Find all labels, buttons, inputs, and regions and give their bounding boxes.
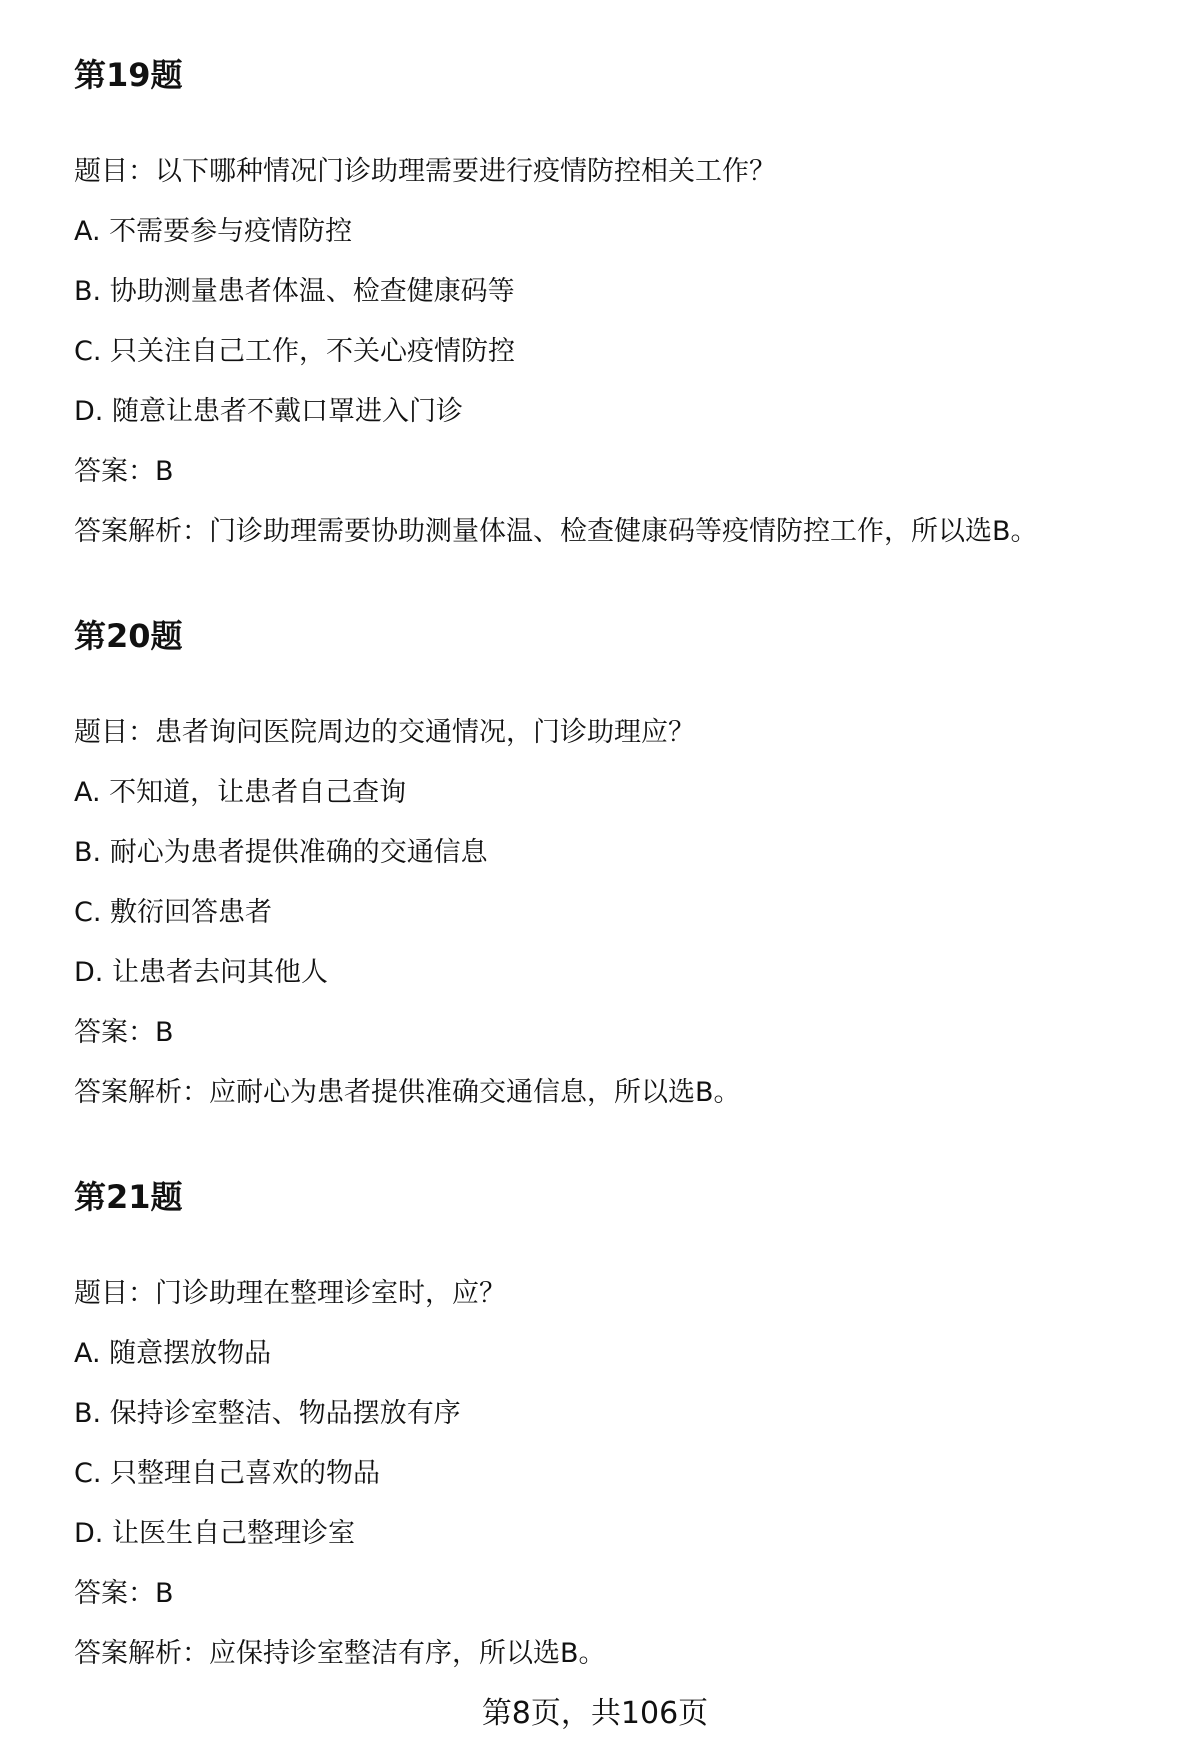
question-stem: 题目：患者询问医院周边的交通情况，门诊助理应？ — [74, 717, 695, 748]
answer-explanation: 答案解析：应耐心为患者提供准确交通信息，所以选B。 — [74, 1077, 741, 1108]
option-b: B. 协助测量患者体温、检查健康码等 — [74, 276, 515, 307]
option-b: B. 保持诊室整洁、物品摆放有序 — [74, 1398, 461, 1429]
option-a: A. 随意摆放物品 — [74, 1338, 272, 1369]
question-title: 第21题 — [74, 1178, 183, 1216]
option-c: C. 只整理自己喜欢的物品 — [74, 1458, 381, 1489]
answer-explanation: 答案解析：应保持诊室整洁有序，所以选B。 — [74, 1638, 606, 1669]
question-block — [74, 1177, 1154, 1669]
question-block — [74, 55, 1154, 547]
option-c: C. 只关注自己工作，不关心疫情防控 — [74, 336, 516, 367]
page-number: 第8页，共106页 — [481, 1696, 709, 1731]
question-block — [74, 616, 1154, 1108]
answer-explanation: 答案解析：门诊助理需要协助测量体温、检查健康码等疫情防控工作，所以选B。 — [74, 516, 1038, 547]
answer: 答案：B — [74, 1578, 174, 1609]
question-stem: 题目：以下哪种情况门诊助理需要进行疫情防控相关工作？ — [74, 156, 776, 187]
answer: 答案：B — [74, 456, 174, 487]
option-b: B. 耐心为患者提供准确的交通信息 — [74, 837, 488, 868]
option-c: C. 敷衍回答患者 — [74, 897, 273, 928]
question-title: 第19题 — [74, 56, 183, 94]
option-d: D. 随意让患者不戴口罩进入门诊 — [74, 396, 463, 427]
answer: 答案：B — [74, 1017, 174, 1048]
question-stem: 题目：门诊助理在整理诊室时，应？ — [74, 1278, 506, 1309]
option-a: A. 不需要参与疫情防控 — [74, 216, 353, 247]
option-a: A. 不知道，让患者自己查询 — [74, 777, 407, 808]
option-d: D. 让医生自己整理诊室 — [74, 1518, 355, 1549]
option-d: D. 让患者去问其他人 — [74, 957, 328, 988]
question-title: 第20题 — [74, 617, 183, 655]
